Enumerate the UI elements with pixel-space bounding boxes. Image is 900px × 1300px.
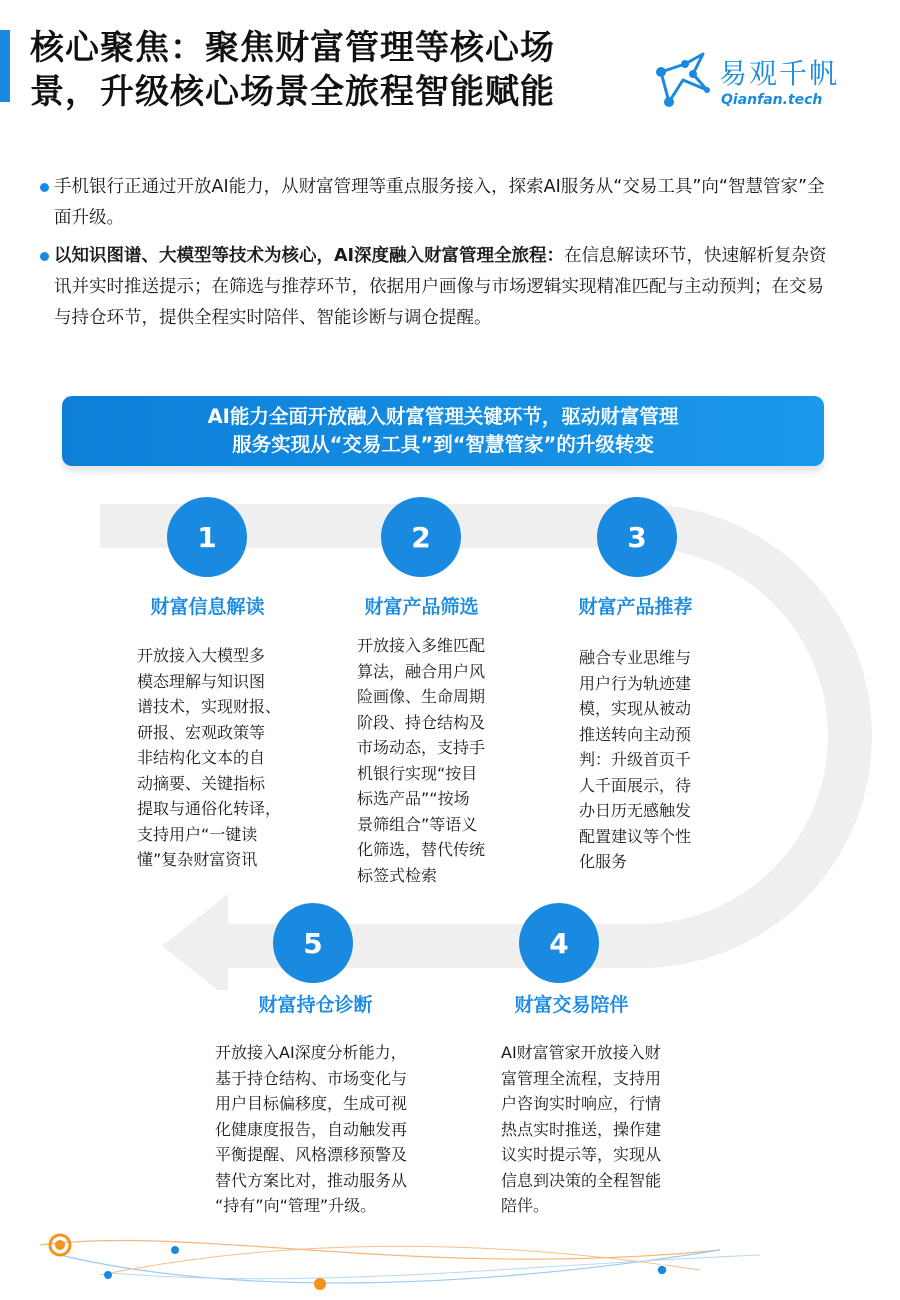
bullet-dot-icon xyxy=(40,252,49,261)
banner-line2: 服务实现从“交易工具”到“智慧管家”的升级转变 xyxy=(232,433,654,456)
page-title-line1: 核心聚焦：聚焦财富管理等核心场 xyxy=(30,28,555,68)
desc-line: 非结构化文本的自 xyxy=(137,748,266,767)
step-2-title: 财富产品筛选 xyxy=(364,596,479,618)
desc-line: 懂”复杂财富资讯 xyxy=(137,850,258,869)
desc-line: 议实时提示等，实现从 xyxy=(501,1145,662,1164)
bullet-bold-text: 以知识图谱、大模型等技术为核心，AI深度融入财富管理全旅程： xyxy=(54,246,565,266)
step-1-title: 财富信息解读 xyxy=(150,596,265,618)
desc-line: 信息到决策的全程智能 xyxy=(501,1170,662,1190)
bullet-text: 在信息解读环节，快速解析复杂资讯并实时推送提示；在筛选与推荐环节，依据用户画像与市场逻辑实现精准匹配与主动预判；在交易与持仓环节，提供全程实时陪伴、智能诊断与调仓提醒。 xyxy=(54,246,827,328)
step-5-title: 财富持仓诊断 xyxy=(258,994,373,1016)
desc-line: 阶段、持仓结构及 xyxy=(357,712,486,732)
desc-line: 户咨询实时响应，行情 xyxy=(501,1094,662,1113)
desc-line: 用户行为轨迹建 xyxy=(579,673,692,693)
desc-line: 推送转向主动预 xyxy=(579,724,692,744)
desc-line: AI财富管家开放接入财 xyxy=(501,1043,661,1062)
footer-decoration xyxy=(0,1225,900,1300)
page-title xyxy=(30,26,630,114)
desc-line: 用户目标偏移度，生成可视 xyxy=(215,1094,408,1113)
desc-line: 标选产品”“按场 xyxy=(357,789,470,808)
step-2-description xyxy=(357,633,527,888)
desc-line: 开放接入大模型多 xyxy=(137,646,266,665)
page-title-line2: 景，升级核心场景全旅程智能赋能 xyxy=(30,72,555,112)
step-4-description xyxy=(501,1040,696,1219)
desc-line: 化筛选，替代传统 xyxy=(357,840,486,859)
logo-text-cn: 易观千帆 xyxy=(719,57,840,90)
step-3-number: 3 xyxy=(597,497,677,577)
desc-line: 险画像、生命周期 xyxy=(357,687,486,706)
desc-line: 提取与通俗化转译， xyxy=(137,799,282,818)
desc-line: 人千面展示，待 xyxy=(579,775,692,795)
step-4-number: 4 xyxy=(519,903,599,983)
step-3-title: 财富产品推荐 xyxy=(578,596,693,618)
step-5-number: 5 xyxy=(273,903,353,983)
desc-line: 化服务 xyxy=(579,852,628,871)
logo-icon xyxy=(655,50,717,110)
desc-line: 算法，融合用户风 xyxy=(357,661,486,681)
desc-line: 机银行实现“按目 xyxy=(357,763,478,783)
banner-line1: AI能力全面开放融入财富管理关键环节，驱动财富管理 xyxy=(207,405,679,428)
step-2-number: 2 xyxy=(381,497,461,577)
desc-line: 替代方案比对，推动服务从 xyxy=(215,1170,408,1190)
desc-line: 标签式检索 xyxy=(357,865,438,885)
desc-line: 办日历无感触发 xyxy=(579,801,692,820)
desc-line: 开放接入AI深度分析能力， xyxy=(215,1043,407,1062)
desc-line: 模，实现从被动 xyxy=(579,699,692,718)
desc-line: 开放接入多维匹配 xyxy=(357,636,486,655)
flow-arrowhead-icon xyxy=(162,894,228,990)
bullet-text: 手机银行正通过开放AI能力，从财富管理等重点服务接入，探索AI服务从“交易工具”向“智慧管家”全面升级。 xyxy=(54,177,825,228)
step-1-description xyxy=(137,643,307,873)
desc-line: 配置建议等个性 xyxy=(579,826,692,846)
logo-text-en: Qianfan.tech xyxy=(721,92,823,108)
desc-line: 动摘要、关键指标 xyxy=(137,773,266,793)
desc-line: 化健康度报告，自动触发再 xyxy=(215,1119,408,1139)
summary-banner xyxy=(62,396,824,466)
desc-line: 模态理解与知识图 xyxy=(137,671,266,691)
bullet-item xyxy=(40,241,840,334)
desc-line: 热点实时推送，操作建 xyxy=(501,1119,662,1139)
desc-line: 陪伴。 xyxy=(501,1196,550,1215)
desc-line: 基于持仓结构、市场变化与 xyxy=(215,1068,408,1088)
step-3-description xyxy=(579,645,729,875)
bullet-item xyxy=(40,172,840,234)
desc-line: 融合专业思维与 xyxy=(579,648,692,667)
desc-line: 判：升级首页千 xyxy=(579,750,692,769)
bullet-list xyxy=(40,172,840,341)
desc-line: 支持用户“一键读 xyxy=(137,824,258,844)
step-4-title: 财富交易陪伴 xyxy=(514,994,629,1016)
desc-line: 富管理全流程，支持用 xyxy=(501,1068,662,1088)
desc-line: 市场动态，支持手 xyxy=(357,738,486,757)
desc-line: 平衡提醒、风格漂移预警及 xyxy=(215,1145,408,1164)
desc-line: 景筛组合”等语义 xyxy=(357,814,478,834)
desc-line: “持有”向“管理”升级。 xyxy=(215,1196,377,1215)
desc-line: 研报、宏观政策等 xyxy=(137,722,266,742)
logo xyxy=(655,50,855,114)
bullet-dot-icon xyxy=(40,183,49,192)
title-accent-bar xyxy=(0,30,10,102)
step-5-description xyxy=(215,1040,445,1219)
step-1-number: 1 xyxy=(167,497,247,577)
desc-line: 谱技术，实现财报、 xyxy=(137,697,282,716)
